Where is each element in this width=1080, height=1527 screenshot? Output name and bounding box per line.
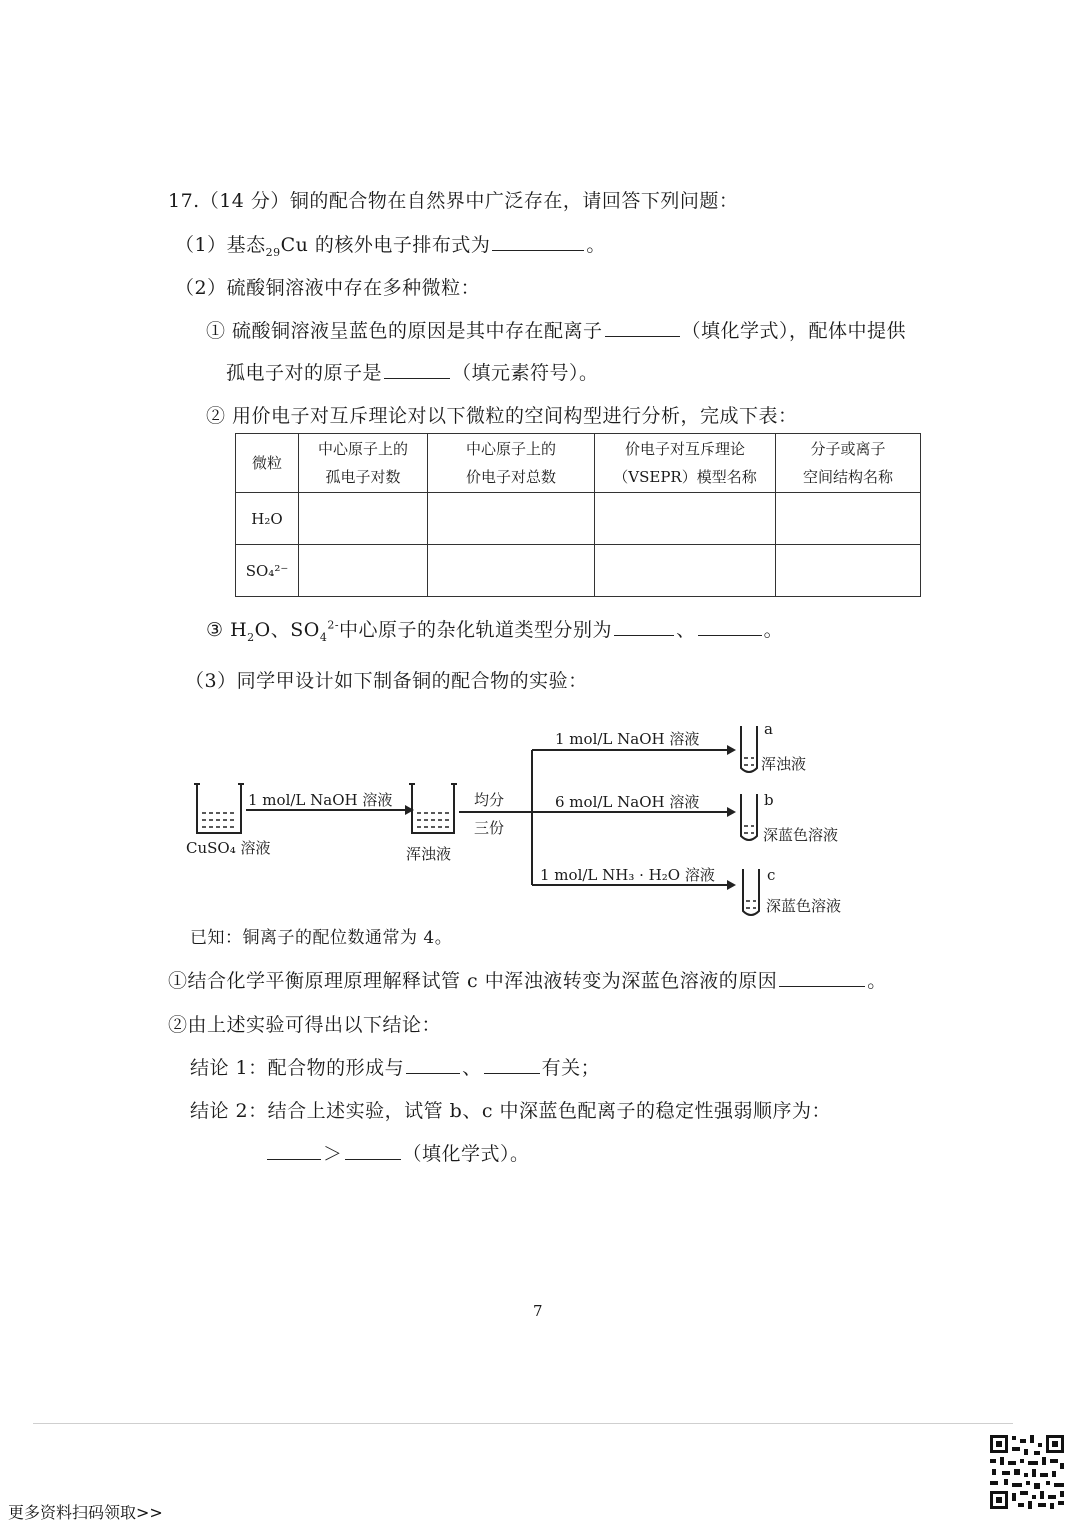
part-1-prefix: （1）基态: [175, 234, 266, 256]
tube-b-label: 深蓝色溶液: [763, 826, 839, 844]
tube-c-label: 深蓝色溶液: [766, 897, 842, 915]
table-row-label: SO₄²⁻: [236, 545, 299, 597]
arrow-1-label: 1 mol/L NaOH 溶液: [248, 791, 393, 809]
part-1-suffix: Cu 的核外电子排布式为: [280, 234, 491, 256]
conclusion-2-answer: [265, 1139, 530, 1166]
beaker-2-label: 浑浊液: [406, 845, 452, 863]
part-2-1-a: ① 硫酸铜溶液呈蓝色的原因是其中存在配离子: [206, 320, 603, 342]
part-2-1-d: （填元素符号）。: [452, 362, 599, 384]
beaker-1-label: CuSO₄ 溶液: [186, 839, 271, 857]
branch-b-label: 6 mol/L NaOH 溶液: [555, 793, 700, 811]
greater-than: ＞: [323, 1143, 343, 1165]
conclusion-2: 结论 2：结合上述实验，试管 b、c 中深蓝色配离子的稳定性强弱顺序为：: [190, 1100, 832, 1122]
split-label-2: 三份: [474, 819, 505, 837]
answer-blank[interactable]: [345, 1158, 401, 1160]
answer-blank[interactable]: [779, 985, 865, 987]
conclusion-2-end: （填化学式）。: [402, 1143, 530, 1165]
tube-c-letter: c: [767, 866, 776, 884]
beaker-icon: [197, 784, 241, 833]
question-3-1-b: 。: [867, 970, 887, 992]
split-label-1: 均分: [474, 791, 505, 809]
test-tube-icon: [741, 794, 757, 840]
beaker-icon: [412, 784, 454, 833]
part-2-1-b: （填化学式），配体中提供: [681, 320, 907, 342]
footer-divider: [33, 1423, 1013, 1424]
branch-a-label: 1 mol/L NaOH 溶液: [555, 730, 700, 748]
part-1-end: 。: [586, 234, 606, 256]
qr-code-icon[interactable]: [988, 1433, 1066, 1511]
conclusion-1-b: 、: [462, 1057, 482, 1079]
part-2-3-a: ③ H: [206, 619, 248, 641]
footer-link[interactable]: 更多资料扫码领取>>: [8, 1503, 163, 1522]
table-header-cell: 微粒: [236, 434, 299, 493]
table-header-cell: 价电子对互斥理论 （VSEPR）模型名称: [595, 434, 776, 493]
part-2-3-e: 。: [763, 619, 784, 641]
part-1-sub: 29: [265, 245, 281, 259]
test-tube-icon: [741, 726, 757, 772]
table-row-label: H₂O: [236, 493, 299, 545]
tube-b-letter: b: [764, 791, 774, 809]
table-header-cell: 中心原子上的 孤电子对数: [299, 434, 428, 493]
tube-a-letter: a: [764, 720, 773, 738]
part-2-3-c: 中心原子的杂化轨道类型分别为: [339, 619, 613, 641]
answer-blank[interactable]: [406, 1072, 460, 1074]
test-tube-icon: [743, 869, 759, 915]
table-header-cell: 中心原子上的 价电子对总数: [428, 434, 595, 493]
table-header-cell: 分子或离子 空间结构名称: [776, 434, 921, 493]
arrow-head: [727, 807, 736, 817]
page-number: 7: [533, 1302, 543, 1320]
branch-c-label: 1 mol/L NH₃ · H₂O 溶液: [540, 866, 715, 884]
conclusion-1-c: 有关；: [541, 1057, 601, 1079]
question-title: 17.（14 分）铜的配合物在自然界中广泛存在，请回答下列问题：: [168, 190, 739, 212]
answer-blank[interactable]: [484, 1072, 540, 1074]
conclusion-1-a: 结论 1：配合物的形成与: [190, 1057, 405, 1079]
part-2-2: ② 用价电子对互斥理论对以下微粒的空间构型进行分析，完成下表：: [206, 405, 798, 427]
part-2: （2）硫酸铜溶液中存在多种微粒：: [175, 277, 481, 299]
conclusion-1: [190, 1053, 600, 1080]
part-2-3: ③ $H_2O$、$SO_4^{2-}$中心原子的杂化轨道类型分别为 、 。: [206, 618, 784, 644]
arrow-head: [727, 745, 736, 755]
arrow-head: [727, 880, 736, 890]
tube-a-label: 浑浊液: [761, 755, 807, 773]
part-3: （3）同学甲设计如下制备铜的配合物的实验：: [185, 670, 588, 692]
answer-blank[interactable]: [267, 1158, 321, 1160]
part-2-3-d: 、: [676, 619, 696, 641]
part-2-1-c: 孤电子对的原子是: [226, 362, 383, 384]
part-2-3-b: O、SO: [254, 619, 320, 641]
question-3-2: ②由上述实验可得出以下结论：: [168, 1014, 442, 1036]
known-note: 已知：铜离子的配位数通常为 4。: [190, 928, 453, 948]
question-3-1-a: ①结合化学平衡原理原理解释试管 c 中浑浊液转变为深蓝色溶液的原因: [168, 970, 778, 992]
question-3-1: [168, 966, 887, 993]
